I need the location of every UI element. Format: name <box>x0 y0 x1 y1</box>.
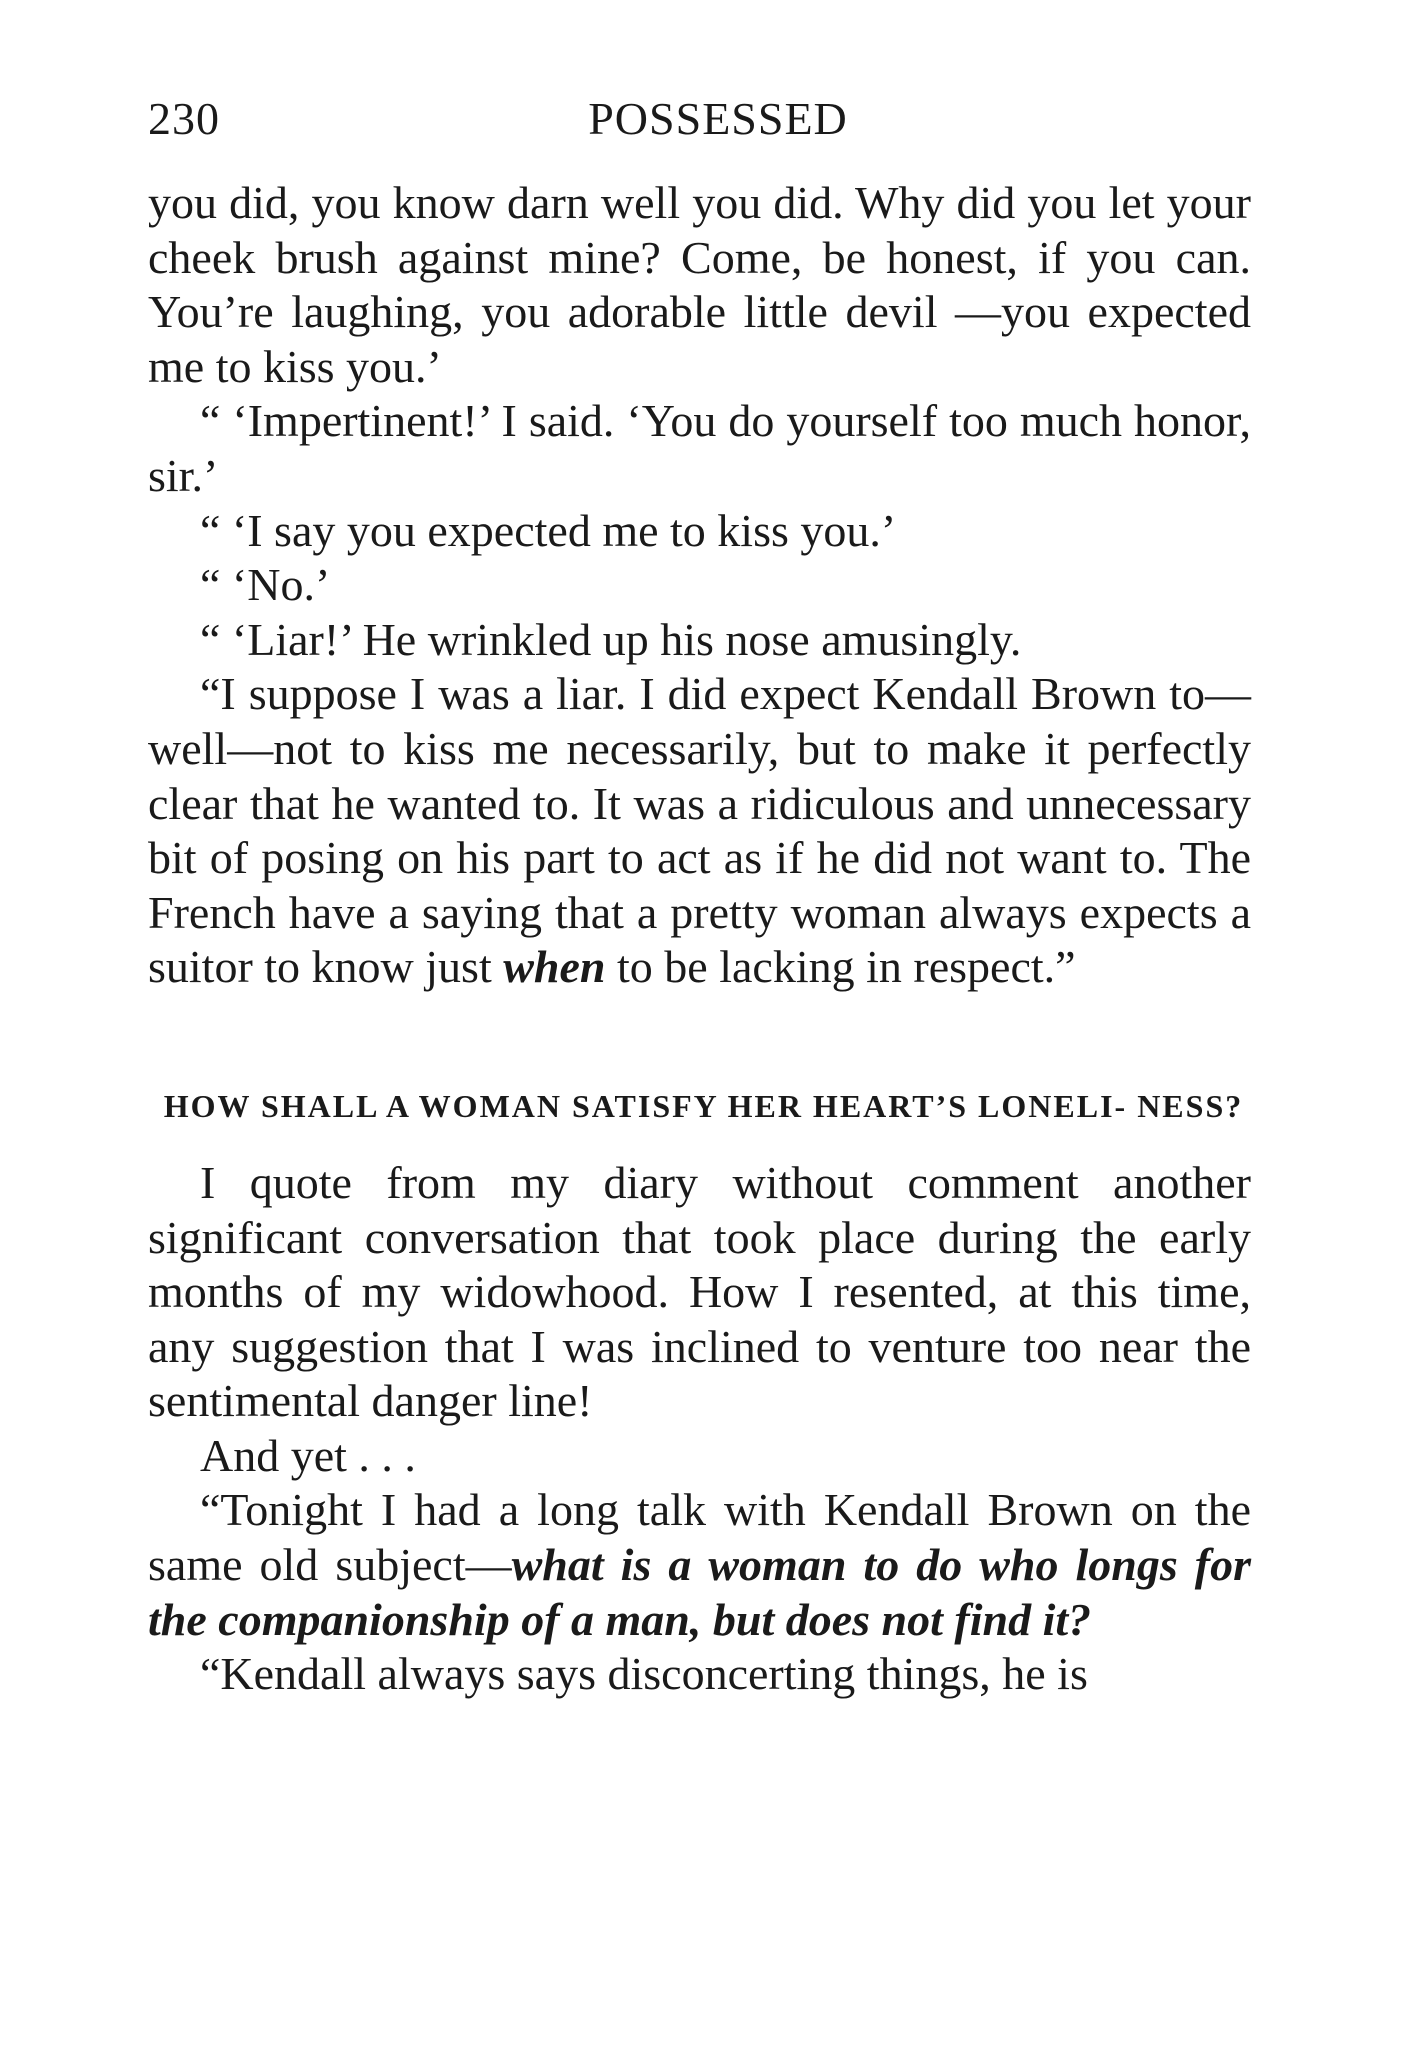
paragraph <box>148 613 1251 668</box>
text-segment: to be lacking in respect.” <box>605 941 1076 993</box>
text-segment: “ ‘Liar!’ He wrinkled up his nose amusingly. <box>200 613 1022 665</box>
paragraph <box>148 558 1251 613</box>
paragraph <box>148 1429 1251 1484</box>
page-number: 230 <box>148 93 220 144</box>
section-heading: HOW SHALL A WOMAN SATISFY HER HEART’S LONELI- NESS? <box>163 1087 1244 1124</box>
italic-text: when <box>503 941 606 993</box>
bottom-paragraphs <box>148 1156 1251 1702</box>
paragraph <box>148 1156 1251 1429</box>
italic-text: what is a woman to do who longs for the companionship of a man, but does not find it? <box>148 1539 1252 1645</box>
paragraph <box>148 1647 1251 1702</box>
paragraph <box>148 667 1251 995</box>
text-segment: “ ‘No.’ <box>200 559 331 611</box>
text-segment: “ ‘I say you expected me to kiss you.’ <box>200 504 897 556</box>
body-text <box>148 176 1251 1702</box>
paragraph <box>148 394 1251 503</box>
paragraph <box>148 1483 1251 1647</box>
text-segment: “Tonight I had a long talk with Kendall Brown on the same old subject— <box>148 1484 1251 1591</box>
text-segment: And yet . . . <box>200 1429 416 1481</box>
page-header <box>148 92 1248 152</box>
text-segment: “Kendall always says disconcerting things, he is <box>200 1648 1088 1700</box>
paragraph <box>148 504 1251 559</box>
text-segment: you did, you know darn well you did. Why did you let your cheek brush against mine? Come, be honest, if you can. You’re laughing, you adorable little devil —you expected me to kiss you.’ <box>148 177 1251 392</box>
text-segment: “I suppose I was a liar. I did expect Kendall Brown to—well—not to kiss me necessarily, but to make it perfectly clear that he wanted to. It was a ridiculous and unnecessary bit of posing on his part to act as if he did not want to. The French have a saying that a pretty woman always expects a suitor to know just <box>148 668 1251 993</box>
top-paragraphs <box>148 176 1251 995</box>
paragraph <box>148 176 1251 394</box>
text-segment: I quote from my diary without comment another significant conversation that took place during the early months of my widowhood. How I resented, at this time, any suggestion that I was inclined to venture too near the sentimental danger line! <box>148 1156 1251 1427</box>
text-segment: “ ‘Impertinent!’ I said. ‘You do yourself too much honor, sir.’ <box>148 395 1251 501</box>
running-title: POSSESSED <box>588 93 848 144</box>
